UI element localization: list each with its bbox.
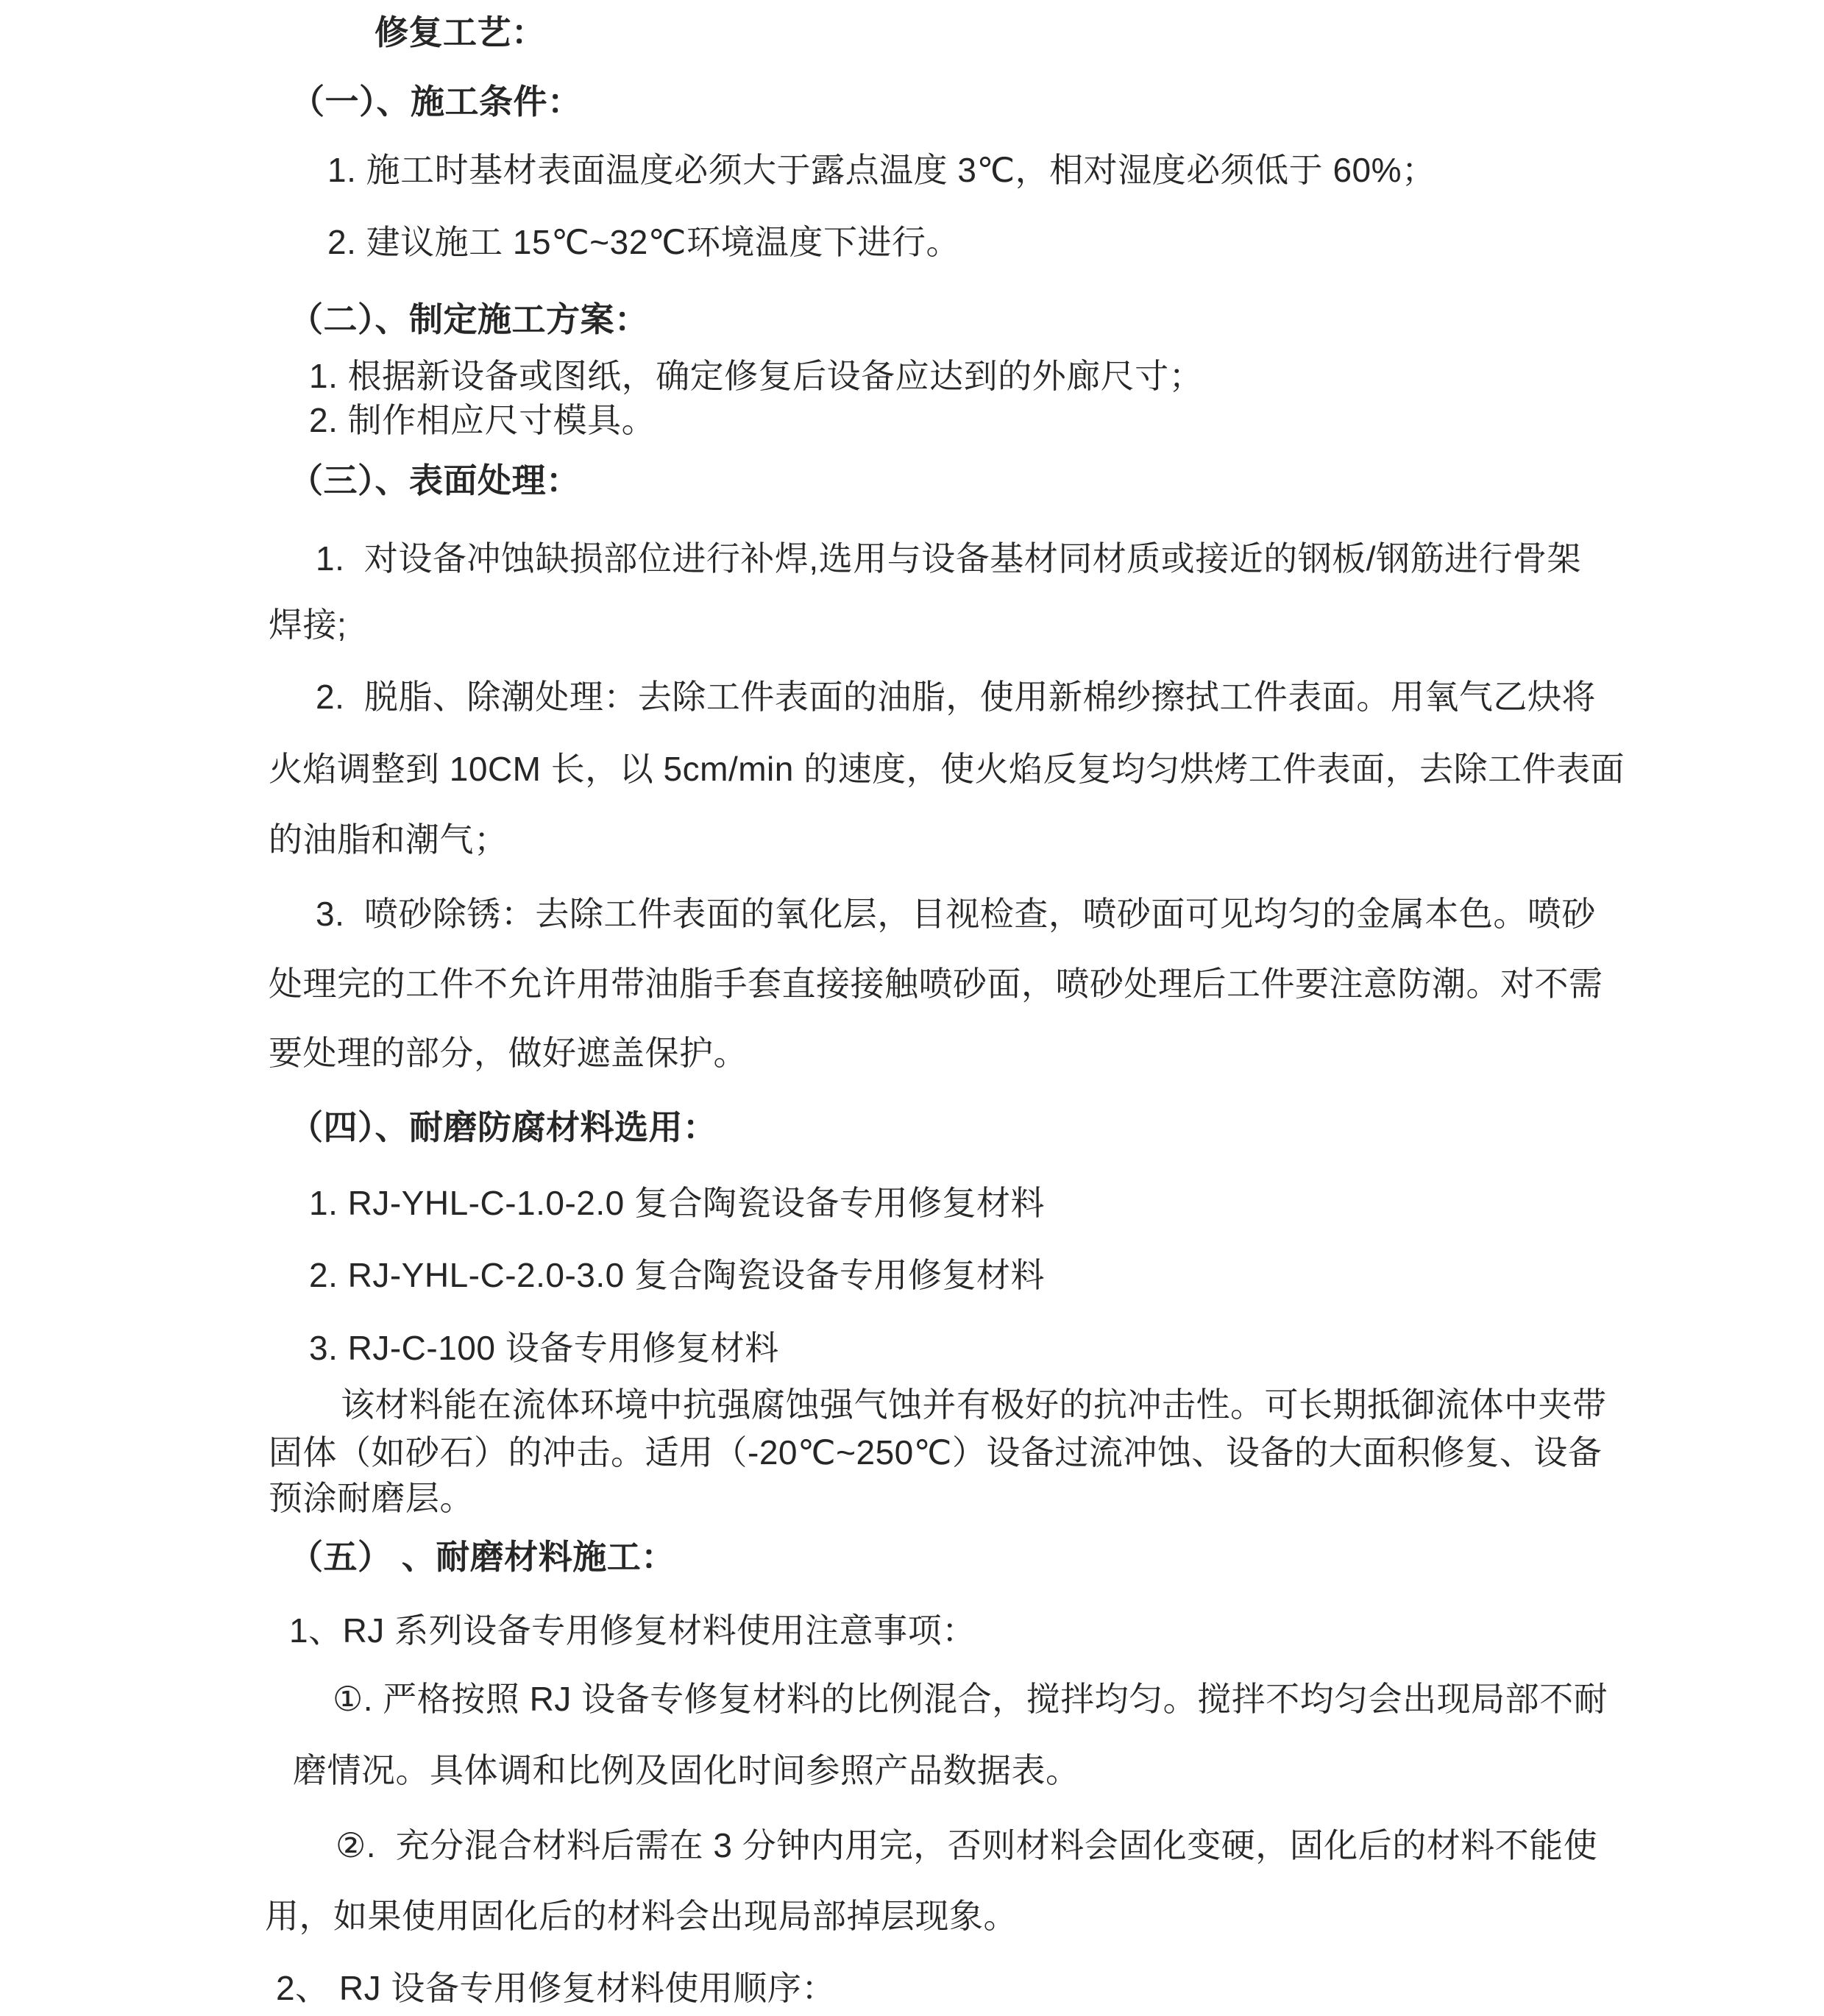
- doc-line: 要处理的部分，做好遮盖保护。: [269, 1034, 748, 1072]
- doc-line: 1. RJ-YHL-C-1.0-2.0 复合陶瓷设备专用修复材料: [309, 1184, 1046, 1222]
- doc-line: 磨情况。具体调和比例及固化时间参照产品数据表。: [293, 1751, 1080, 1789]
- doc-line: 该材料能在流体环境中抗强腐蚀强气蚀并有极好的抗冲击性。可长期抵御流体中夹带: [341, 1385, 1607, 1424]
- doc-line: 3. 喷砂除锈：去除工件表面的氧化层，目视检查，喷砂面可见均匀的金属本色。喷砂: [316, 895, 1596, 933]
- doc-line: 1. 对设备冲蚀缺损部位进行补焊,选用与设备基材同材质或接近的钢板/钢筋进行骨架: [316, 539, 1581, 578]
- section-5-heading: （五） 、耐磨材料施工：: [289, 1538, 675, 1576]
- doc-line: 1. 施工时基材表面温度必须大于露点温度 3℃，相对湿度必须低于 60%；: [327, 151, 1436, 189]
- doc-line: 2. 建议施工 15℃~32℃环境温度下进行。: [327, 223, 960, 261]
- doc-line: 2、 RJ 设备专用修复材料使用顺序：: [276, 1969, 836, 2007]
- section-1-heading: （一）、施工条件：: [291, 82, 582, 121]
- doc-line: 处理完的工件不允许用带油脂手套直接接触喷砂面，喷砂处理后工件要注意防潮。对不需: [269, 965, 1603, 1003]
- doc-line: 焊接;: [269, 606, 347, 644]
- section-2-heading: （二）、制定施工方案：: [289, 300, 649, 338]
- doc-line: 2. 脱脂、除潮处理：去除工件表面的油脂，使用新棉纱擦拭工件表面。用氧气乙炔将: [316, 678, 1596, 716]
- doc-line: 2. RJ-YHL-C-2.0-3.0 复合陶瓷设备专用修复材料: [309, 1256, 1046, 1294]
- doc-line: 1、RJ 系列设备专用修复材料使用注意事项：: [289, 1611, 976, 1650]
- doc-line: 固体（如砂石）的冲击。适用（-20℃~250℃）设备过流冲蚀、设备的大面积修复、设备: [269, 1433, 1603, 1472]
- doc-line: 用，如果使用固化后的材料会出现局部掉层现象。: [265, 1897, 1018, 1935]
- doc-line: ①. 严格按照 RJ 设备专修复材料的比例混合，搅拌均匀。搅拌不均匀会出现局部不耐: [333, 1680, 1608, 1718]
- doc-title: 修复工艺：: [375, 13, 546, 52]
- doc-line: 1. 根据新设备或图纸，确定修复后设备应达到的外廊尺寸；: [309, 357, 1204, 395]
- doc-line: 的油脂和潮气；: [269, 820, 508, 859]
- section-3-heading: （三）、表面处理：: [289, 461, 581, 500]
- section-4-heading: （四）、耐磨防腐材料选用：: [289, 1108, 717, 1146]
- doc-line: 预涂耐磨层。: [269, 1479, 474, 1517]
- doc-line: 3. RJ-C-100 设备专用修复材料: [309, 1329, 779, 1367]
- doc-line: 2. 制作相应尺寸模具。: [309, 401, 656, 439]
- doc-line: 火焰调整到 10CM 长，以 5cm/min 的速度，使火焰反复均匀烘烤工件表面，去除工件表面: [269, 750, 1625, 788]
- doc-line: ②. 充分混合材料后需在 3 分钟内用完，否则材料会固化变硬，固化后的材料不能使: [336, 1826, 1598, 1864]
